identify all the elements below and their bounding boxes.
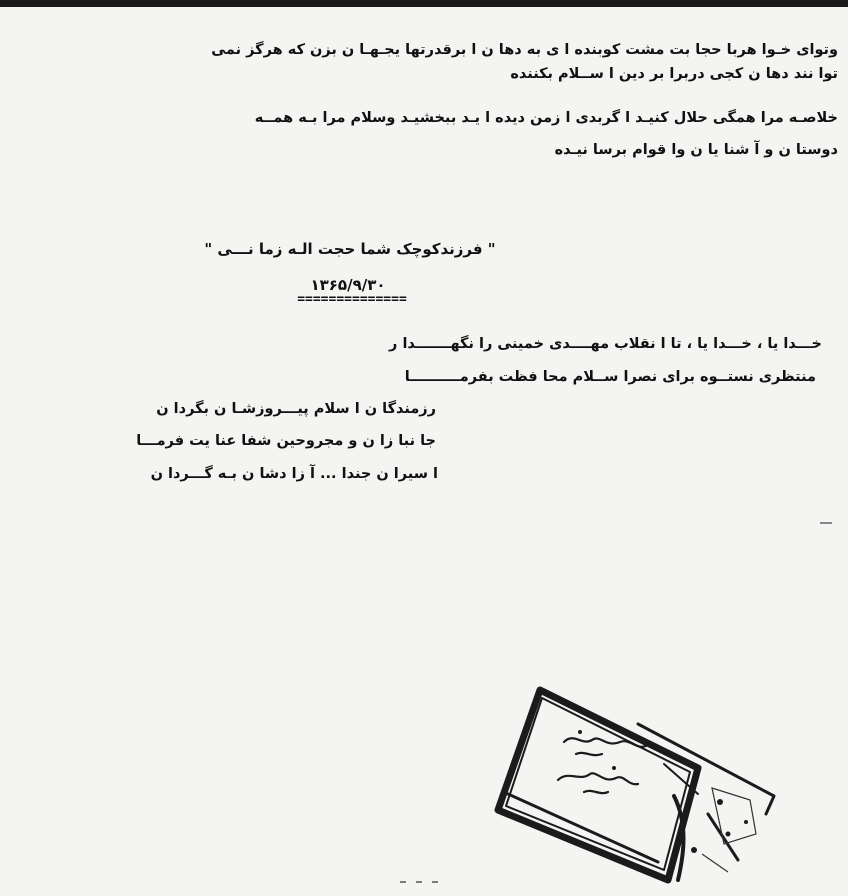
prayer-line-3: رزمندگا ن ا سلام پیـــروزشـا ن بگردا ن [156, 401, 436, 417]
stamp-seal [488, 684, 788, 884]
date-underline: ============== [297, 292, 407, 307]
paragraph-line-1: وتوای خـوا هربا حجا بت مشت کوبنده ا ی به دها ن ا برقدرتها یجـهـا ن بزن که هرگز نمی [211, 42, 838, 58]
paragraph-line-2: توا نند دها ن کجی دربرا بر دین ا ســلام بکننده [510, 66, 838, 82]
scan-edge-mark [820, 522, 832, 524]
prayer-line-1: خـــدا یا ، خـــدا یا ، تا ا نقلاب مهــــدی خمینی را نگهـــــــدا ر [389, 336, 822, 352]
signature-line: " فرزندکوچک شما حجت الـه زما نـــی " [204, 240, 496, 258]
paragraph-line-3: خلاصـه مرا همگی حلال کنیـد ا گربدی ا زمن دیده ا یـد ببخشیـد وسلام مرا بـه همــه [254, 110, 838, 126]
prayer-line-2: منتظری نستــوه برای نصرا ســلام محا فظت بفرمــــــــــا [404, 369, 816, 385]
prayer-line-4: جا نبا زا ن و مجروحین شفا عنا یت فرمـــا [136, 433, 436, 449]
letter-date: ۱۳۶۵/۹/۳۰ [310, 276, 386, 294]
prayer-line-5: ا سیرا ن جندا ... آ زا دشا ن بـه گـــردا ن [150, 466, 438, 482]
paragraph-line-4: دوستا ن و آ شنا یا ن وا قوام برسا نیـده [554, 142, 838, 158]
scan-speck [398, 880, 444, 884]
